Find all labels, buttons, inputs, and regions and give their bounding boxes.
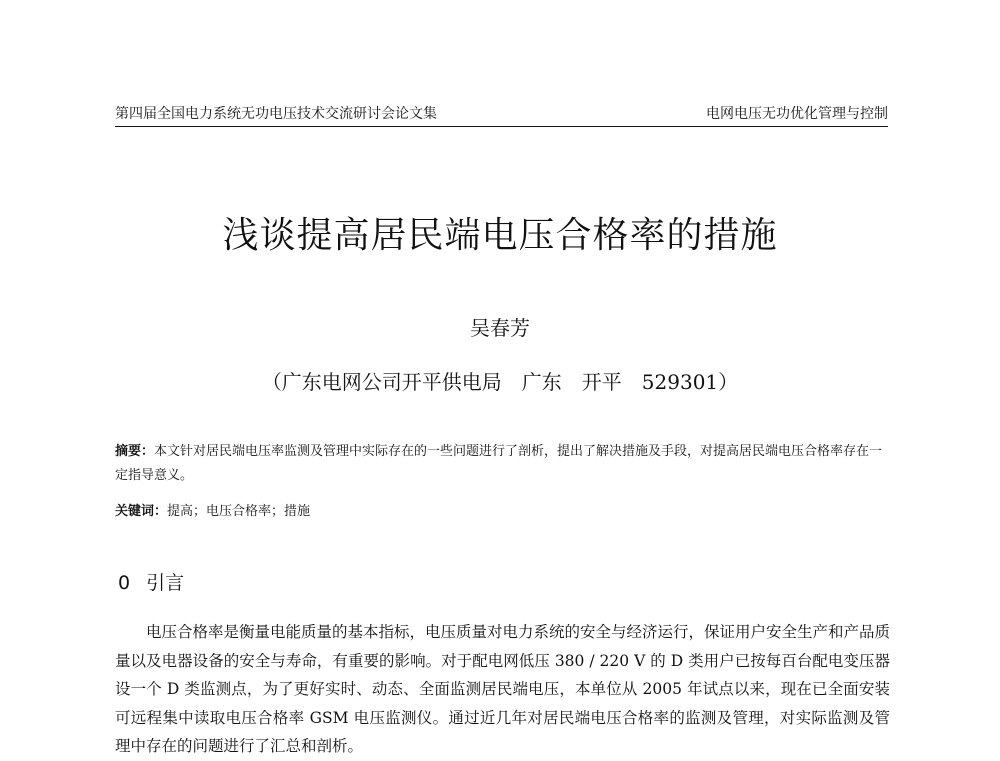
body-paragraph: 电压合格率是衡量电能质量的基本指标，电压质量对电力系统的安全与经济运行，保证用户安全生产和产品质量以及电器设备的安全与寿命，有重要的影响。对于配电网低压 380 / 220 V 的 D 类用户已按每百台配电变压器设一个 D 类监测点，为了更好实时、动态、全面监测居民端电压，本单位从 2005 年试点以来，现在已全面安装可远程集中读取电压合格率 GSM 电压监测仪。通过近几年对居民端电压合格率的监测及管理，对实际监测及管理中存在的问题进行了汇总和剖析。 bbox=[115, 623, 891, 755]
keywords bbox=[115, 500, 890, 524]
running-header bbox=[115, 104, 888, 127]
keywords-text: 提高；电压合格率；措施 bbox=[167, 504, 311, 519]
section-heading bbox=[118, 570, 184, 596]
header-section-title: 电网电压无功优化管理与控制 bbox=[706, 106, 888, 122]
header-proceedings-title: 第四届全国电力系统无功电压技术交流研讨会论文集 bbox=[115, 106, 437, 122]
paper-affiliation: （广东电网公司开平供电局 广东 开平 529301） bbox=[261, 370, 739, 394]
abstract bbox=[115, 440, 890, 488]
section-title: 引言 bbox=[146, 572, 185, 594]
abstract-text: 本文针对居民端电压率监测及管理中实际存在的一些问题进行了剖析，提出了解决措施及手段，对提高居民端电压合格率存在一定指导意义。 bbox=[115, 444, 883, 483]
section-number: 0 bbox=[118, 572, 131, 594]
paper-title: 浅谈提高居民端电压合格率的措施 bbox=[222, 215, 778, 256]
paper-author: 吴春芳 bbox=[470, 316, 530, 340]
keywords-label: 关键词： bbox=[115, 504, 168, 519]
abstract-label: 摘要： bbox=[115, 444, 155, 459]
